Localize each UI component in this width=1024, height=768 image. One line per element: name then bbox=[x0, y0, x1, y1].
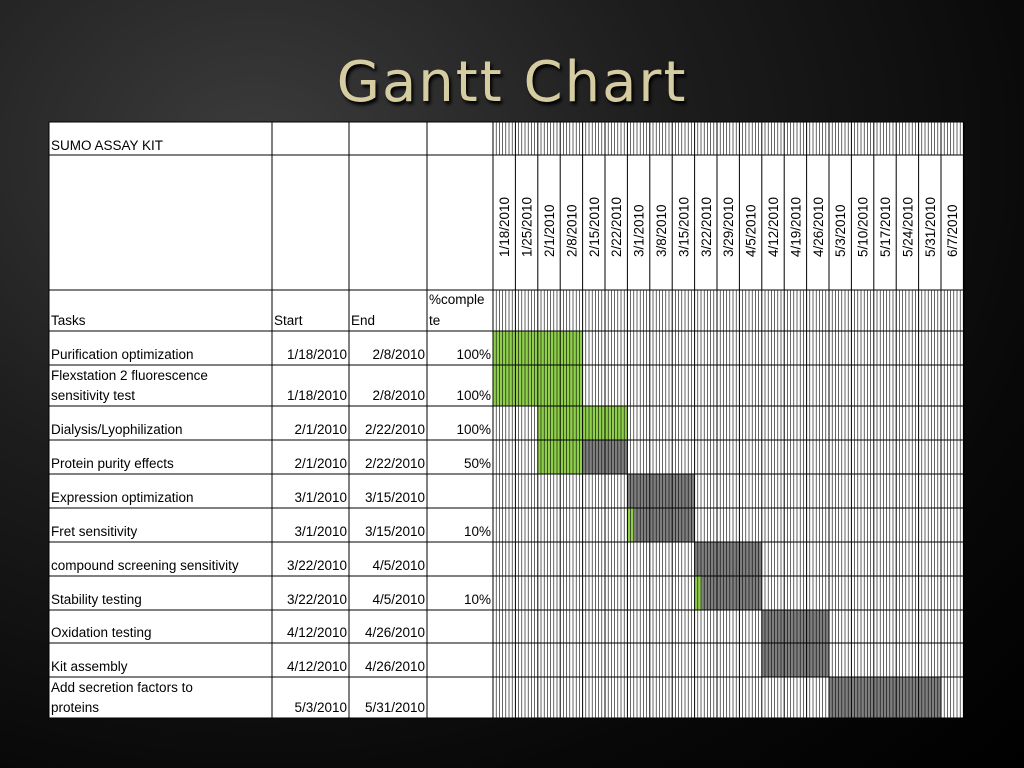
task-end: 3/15/2010 bbox=[364, 490, 425, 505]
task-start: 1/18/2010 bbox=[286, 388, 347, 403]
task-end: 3/15/2010 bbox=[364, 524, 425, 539]
task-name: compound screening sensitivity bbox=[51, 558, 239, 573]
task-name: Dialysis/Lyophilization bbox=[51, 422, 183, 437]
task-name: Fret sensitivity bbox=[51, 524, 138, 539]
bar-remaining bbox=[829, 677, 941, 718]
task-end: 2/22/2010 bbox=[364, 456, 425, 471]
week-label: 4/12/2010 bbox=[766, 196, 781, 257]
task-name: Expression optimization bbox=[51, 490, 194, 505]
task-name: Protein purity effects bbox=[51, 456, 174, 471]
task-start: 3/22/2010 bbox=[286, 592, 347, 607]
task-start: 3/1/2010 bbox=[294, 524, 347, 539]
task-name: Oxidation testing bbox=[51, 625, 152, 640]
week-label: 2/22/2010 bbox=[609, 196, 625, 257]
task-end: 4/26/2010 bbox=[364, 625, 425, 640]
task-name: Flexstation 2 fluorescence bbox=[51, 368, 208, 383]
week-label: 5/3/2010 bbox=[833, 204, 849, 257]
week-label: 5/17/2010 bbox=[878, 196, 893, 257]
week-label: 3/15/2010 bbox=[676, 196, 692, 257]
bar-remaining bbox=[762, 610, 829, 643]
week-label: 4/5/2010 bbox=[743, 204, 759, 257]
task-end: 4/5/2010 bbox=[372, 592, 425, 607]
week-label: 1/18/2010 bbox=[497, 196, 513, 257]
task-name: proteins bbox=[51, 700, 100, 715]
project-label: SUMO ASSAY KIT bbox=[51, 138, 164, 153]
task-percent: 100% bbox=[456, 388, 491, 403]
week-label: 5/31/2010 bbox=[922, 196, 938, 257]
task-percent: 10% bbox=[463, 592, 491, 607]
slide-title: Gantt Chart bbox=[336, 50, 688, 115]
task-start: 4/12/2010 bbox=[286, 625, 347, 640]
bar-remaining bbox=[762, 643, 829, 677]
week-label: 2/8/2010 bbox=[564, 204, 580, 257]
bar-remaining bbox=[627, 474, 694, 508]
week-label: 4/26/2010 bbox=[810, 196, 826, 257]
week-label: 3/8/2010 bbox=[654, 204, 669, 257]
week-label: 3/29/2010 bbox=[721, 196, 737, 257]
task-percent: 50% bbox=[463, 456, 491, 471]
task-end: 4/5/2010 bbox=[372, 558, 425, 573]
week-label: 6/7/2010 bbox=[945, 204, 961, 257]
end-header: End bbox=[351, 313, 376, 328]
week-label: 5/24/2010 bbox=[900, 196, 916, 257]
week-label: 2/1/2010 bbox=[542, 204, 557, 257]
task-percent: 100% bbox=[456, 422, 491, 437]
task-start: 2/1/2010 bbox=[294, 456, 347, 471]
task-start: 4/12/2010 bbox=[286, 659, 347, 674]
task-name: Purification optimization bbox=[51, 347, 194, 362]
task-end: 5/31/2010 bbox=[364, 700, 425, 715]
task-name: Kit assembly bbox=[51, 659, 128, 674]
task-percent: 10% bbox=[463, 524, 491, 539]
start-header: Start bbox=[274, 313, 303, 328]
bar-remaining bbox=[695, 542, 762, 576]
task-start: 3/1/2010 bbox=[294, 490, 347, 505]
week-label: 2/15/2010 bbox=[586, 196, 602, 257]
task-start: 3/22/2010 bbox=[286, 558, 347, 573]
task-start: 1/18/2010 bbox=[286, 347, 347, 362]
week-label: 1/25/2010 bbox=[519, 196, 535, 257]
week-label: 4/19/2010 bbox=[788, 196, 804, 257]
week-label: 3/22/2010 bbox=[698, 196, 714, 257]
task-percent: 100% bbox=[456, 347, 491, 362]
complete-header: %comple bbox=[429, 292, 485, 307]
complete-header: te bbox=[429, 313, 441, 328]
tasks-header: Tasks bbox=[51, 313, 86, 328]
task-start: 2/1/2010 bbox=[294, 422, 347, 437]
task-start: 5/3/2010 bbox=[294, 700, 347, 715]
task-end: 2/8/2010 bbox=[372, 347, 425, 362]
week-label: 5/10/2010 bbox=[855, 196, 871, 257]
task-name: Add secretion factors to bbox=[51, 680, 193, 695]
task-name: Stability testing bbox=[51, 592, 142, 607]
task-end: 4/26/2010 bbox=[364, 659, 425, 674]
week-label: 3/1/2010 bbox=[631, 204, 647, 257]
task-end: 2/22/2010 bbox=[364, 422, 425, 437]
task-end: 2/8/2010 bbox=[372, 388, 425, 403]
task-name: sensitivity test bbox=[51, 388, 136, 403]
